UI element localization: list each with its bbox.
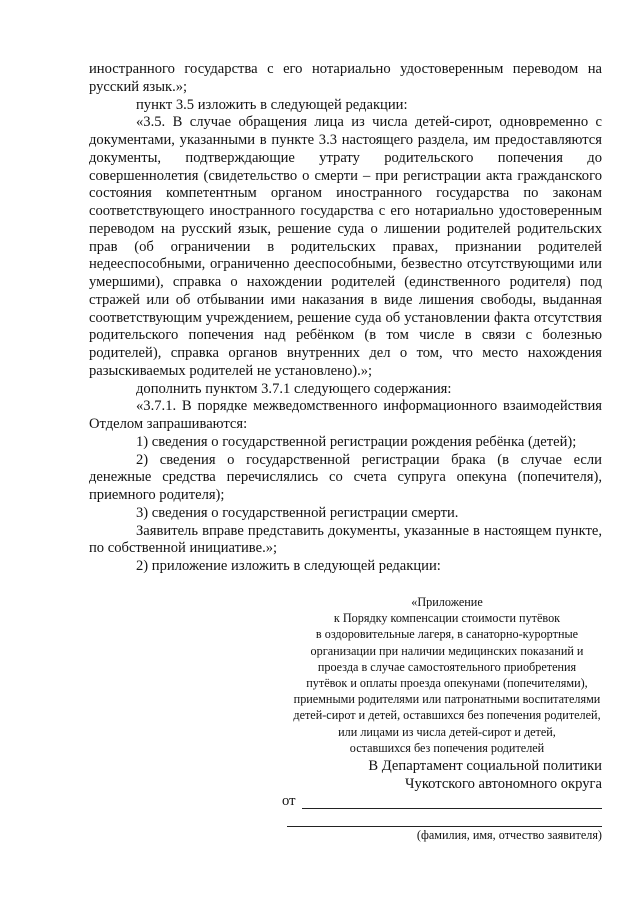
appendix-line: приемными родителями или патронатными воспитателями (293, 692, 601, 707)
list-item-death: 3) сведения о государственной регистрации смерти. (136, 504, 459, 521)
applicant-name-field[interactable] (302, 808, 602, 809)
list-item-marriage: 2) сведения о государственной регистрации брака (в случае если денежные средства перечислялись со счета супруга опекуна (попечителя), приемного родителя); (89, 451, 602, 503)
name-hint: (фамилия, имя, отчество заявителя) (416, 828, 602, 842)
appendix-header (272, 594, 622, 756)
appendix-line: путёвок и оплаты проезда опекунами (попечителями), (306, 676, 588, 691)
paragraph-applicant-right: Заявитель вправе представить документы, указанные в настоящем пункте, по собственной инициативе.»; (89, 522, 602, 557)
appendix-line: «Приложение (411, 595, 483, 609)
paragraph-continuation: иностранного государства с его нотариально удостоверенным переводом на русский язык.»; (89, 61, 602, 95)
addressee-block (368, 757, 602, 793)
addressee-line-2: Чукотского автономного округа (405, 776, 602, 792)
paragraph-clause-3-5: «3.5. В случае обращения лица из числа детей-сирот, одновременно с документами, указанными в пункте 3.3 настоящего раздела, им предоставляются документы, подтверждающие утрату родительского попечения до совершеннолетия (свидетельство о смерти – при регистрации акта гражданского состояния компетентным органом иностранного государства по законам соответствующего иностранного государства с его нотариально удостоверенным переводом на русский язык, решение суда о лишении родителей родительских прав (об ограничении в родительских правах, признании родителей недееспособными, ограниченно дееспособными, безвестно отсутствующими или умершими), справка о нахождении родителей (единственного родителя) под стражей или об отбывании ими наказания в виде лишения свободы, выданная соответствующим учреждением, решение суда об установлении факта отсутствия родительского попечения над ребёнком (в том числе в связи с болезнью родителей), справка органов внутренних дел о том, что место нахождения разыскиваемых родителей не установлено).»; (89, 114, 602, 379)
appendix-line: проезда в случае самостоятельного приобретения (317, 659, 577, 674)
paragraph-amend-3-5: пункт 3.5 изложить в следующей редакции: (136, 96, 408, 113)
list-item-birth: 1) сведения о государственной регистрации рождения ребёнка (детей); (136, 433, 577, 450)
paragraph-clause-3-7-1: «3.7.1. В порядке межведомственного информационного взаимодействия Отделом запрашиваются: (89, 398, 602, 432)
applicant-name-field-2[interactable] (287, 826, 602, 827)
appendix-line: детей-сирот и детей, оставшихся без попечения родителей, (293, 708, 601, 723)
appendix-line: или лицами из числа детей-сирот и детей, (338, 724, 556, 739)
addressee-line-1: В Департамент социальной политики (368, 758, 602, 774)
appendix-line: организации при наличии медицинских показаний и (310, 643, 584, 658)
paragraph-add-3-7-1: дополнить пунктом 3.7.1 следующего содержания: (136, 380, 452, 397)
appendix-line: оставшихся без попечения родителей (349, 740, 545, 755)
from-label: от (282, 793, 296, 809)
paragraph-appendix-amend: 2) приложение изложить в следующей редакции: (136, 558, 441, 574)
document-body (89, 61, 602, 576)
appendix-line: в оздоровительные лагеря, в санаторно-курортные (315, 627, 579, 642)
appendix-line: к Порядку компенсации стоимости путёвок (333, 611, 561, 626)
